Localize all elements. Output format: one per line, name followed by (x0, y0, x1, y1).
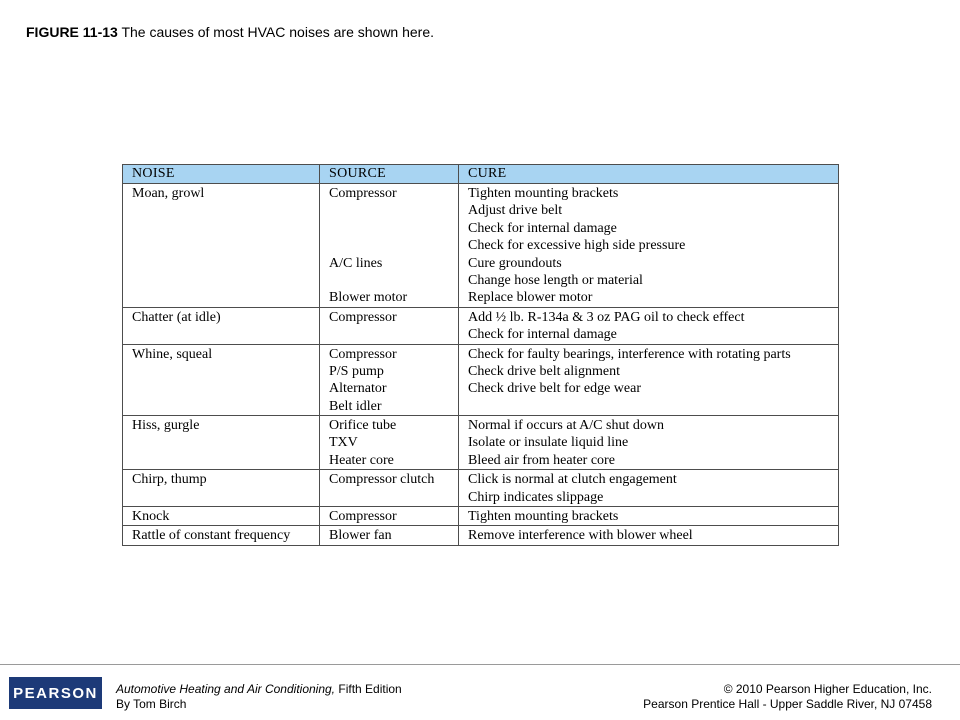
source-line: Compressor (329, 509, 397, 525)
noise-line: Hiss, gurgle (132, 418, 200, 434)
source-cell (320, 416, 459, 470)
footer-divider (0, 664, 960, 665)
source-cell (320, 507, 459, 526)
cure-line: Replace blower motor (468, 290, 593, 306)
copyright-line: © 2010 Pearson Higher Education, Inc. (723, 682, 932, 696)
source-cell (320, 184, 459, 308)
source-line: Belt idler (329, 398, 382, 414)
cure-cell (459, 184, 839, 308)
source-line: P/S pump (329, 363, 384, 379)
source-line: A/C lines (329, 255, 383, 271)
header-cure: CURE (459, 165, 839, 184)
source-cell (320, 470, 459, 507)
pearson-logo (9, 677, 102, 709)
source-line (329, 202, 450, 219)
figure-label: FIGURE 11-13 (26, 24, 118, 40)
table-row (123, 526, 839, 545)
noise-line: Whine, squeal (132, 346, 213, 362)
footer-book-info (116, 682, 402, 712)
noise-cell (123, 307, 320, 344)
table-row (123, 184, 839, 308)
header-source: SOURCE (320, 165, 459, 184)
source-line (329, 237, 450, 254)
source-line: Blower fan (329, 528, 392, 544)
table-header-row (123, 165, 839, 184)
noise-cell (123, 184, 320, 308)
source-line (329, 220, 450, 237)
source-cell (320, 307, 459, 344)
header-noise: NOISE (123, 165, 320, 184)
table-row (123, 344, 839, 416)
cure-line: Bleed air from heater core (468, 452, 615, 468)
cure-line: Cure groundouts (468, 255, 562, 271)
noise-cell (123, 416, 320, 470)
book-title: Automotive Heating and Air Conditioning, (116, 682, 336, 696)
noise-cell (123, 507, 320, 526)
source-line: Heater core (329, 452, 394, 468)
hvac-noise-table (122, 164, 839, 546)
source-line: Compressor clutch (329, 472, 435, 488)
source-line: TXV (329, 435, 358, 451)
cure-cell (459, 470, 839, 507)
source-line: Compressor (329, 186, 397, 201)
cure-cell (459, 307, 839, 344)
noise-cell (123, 344, 320, 416)
noise-line: Chatter (at idle) (132, 309, 221, 325)
cure-line: Check drive belt alignment (468, 363, 621, 379)
cure-cell (459, 526, 839, 545)
table-row (123, 416, 839, 470)
figure-caption (26, 23, 434, 41)
table-row (123, 470, 839, 507)
source-line (329, 272, 450, 289)
book-edition: Fifth Edition (335, 682, 402, 696)
noise-line: Knock (132, 509, 170, 525)
table-body (123, 184, 839, 546)
cure-line: Adjust drive belt (468, 203, 563, 219)
noise-line: Moan, growl (132, 186, 205, 201)
noise-cell (123, 470, 320, 507)
book-author: By Tom Birch (116, 697, 187, 711)
source-line: Orifice tube (329, 418, 397, 434)
source-line: Alternator (329, 381, 387, 397)
cure-line: Normal if occurs at A/C shut down (468, 418, 664, 434)
cure-line: Chirp indicates slippage (468, 489, 604, 505)
figure-caption-text: The causes of most HVAC noises are shown here. (117, 24, 435, 40)
source-line: Compressor (329, 309, 397, 325)
cure-line: Add ½ lb. R-134a & 3 oz PAG oil to check effect (468, 309, 745, 325)
cure-line: Change hose length or material (468, 272, 643, 288)
source-line: Blower motor (329, 290, 408, 306)
source-cell (320, 526, 459, 545)
noise-cell (123, 526, 320, 545)
cure-line: Check for excessive high side pressure (468, 238, 686, 254)
cure-line: Tighten mounting brackets (468, 186, 619, 201)
cure-line: Check for faulty bearings, interference with rotating parts (468, 346, 791, 362)
table-row (123, 307, 839, 344)
cure-cell (459, 344, 839, 416)
noise-line: Chirp, thump (132, 472, 207, 488)
cure-line: Click is normal at clutch engagement (468, 472, 677, 488)
pearson-logo-text: PEARSON (13, 684, 98, 702)
publisher-line: Pearson Prentice Hall - Upper Saddle River, NJ 07458 (643, 697, 932, 711)
cure-cell (459, 507, 839, 526)
footer-copyright (643, 682, 932, 712)
cure-line: Isolate or insulate liquid line (468, 435, 629, 451)
cure-line: Check for internal damage (468, 327, 617, 343)
cure-line: Tighten mounting brackets (468, 509, 619, 525)
cure-line: Remove interference with blower wheel (468, 528, 693, 544)
cure-cell (459, 416, 839, 470)
source-cell (320, 344, 459, 416)
cure-line: Check drive belt for edge wear (468, 381, 641, 397)
cure-line: Check for internal damage (468, 220, 617, 236)
noise-line: Rattle of constant frequency (132, 528, 291, 544)
source-line: Compressor (329, 346, 397, 362)
table-row (123, 507, 839, 526)
